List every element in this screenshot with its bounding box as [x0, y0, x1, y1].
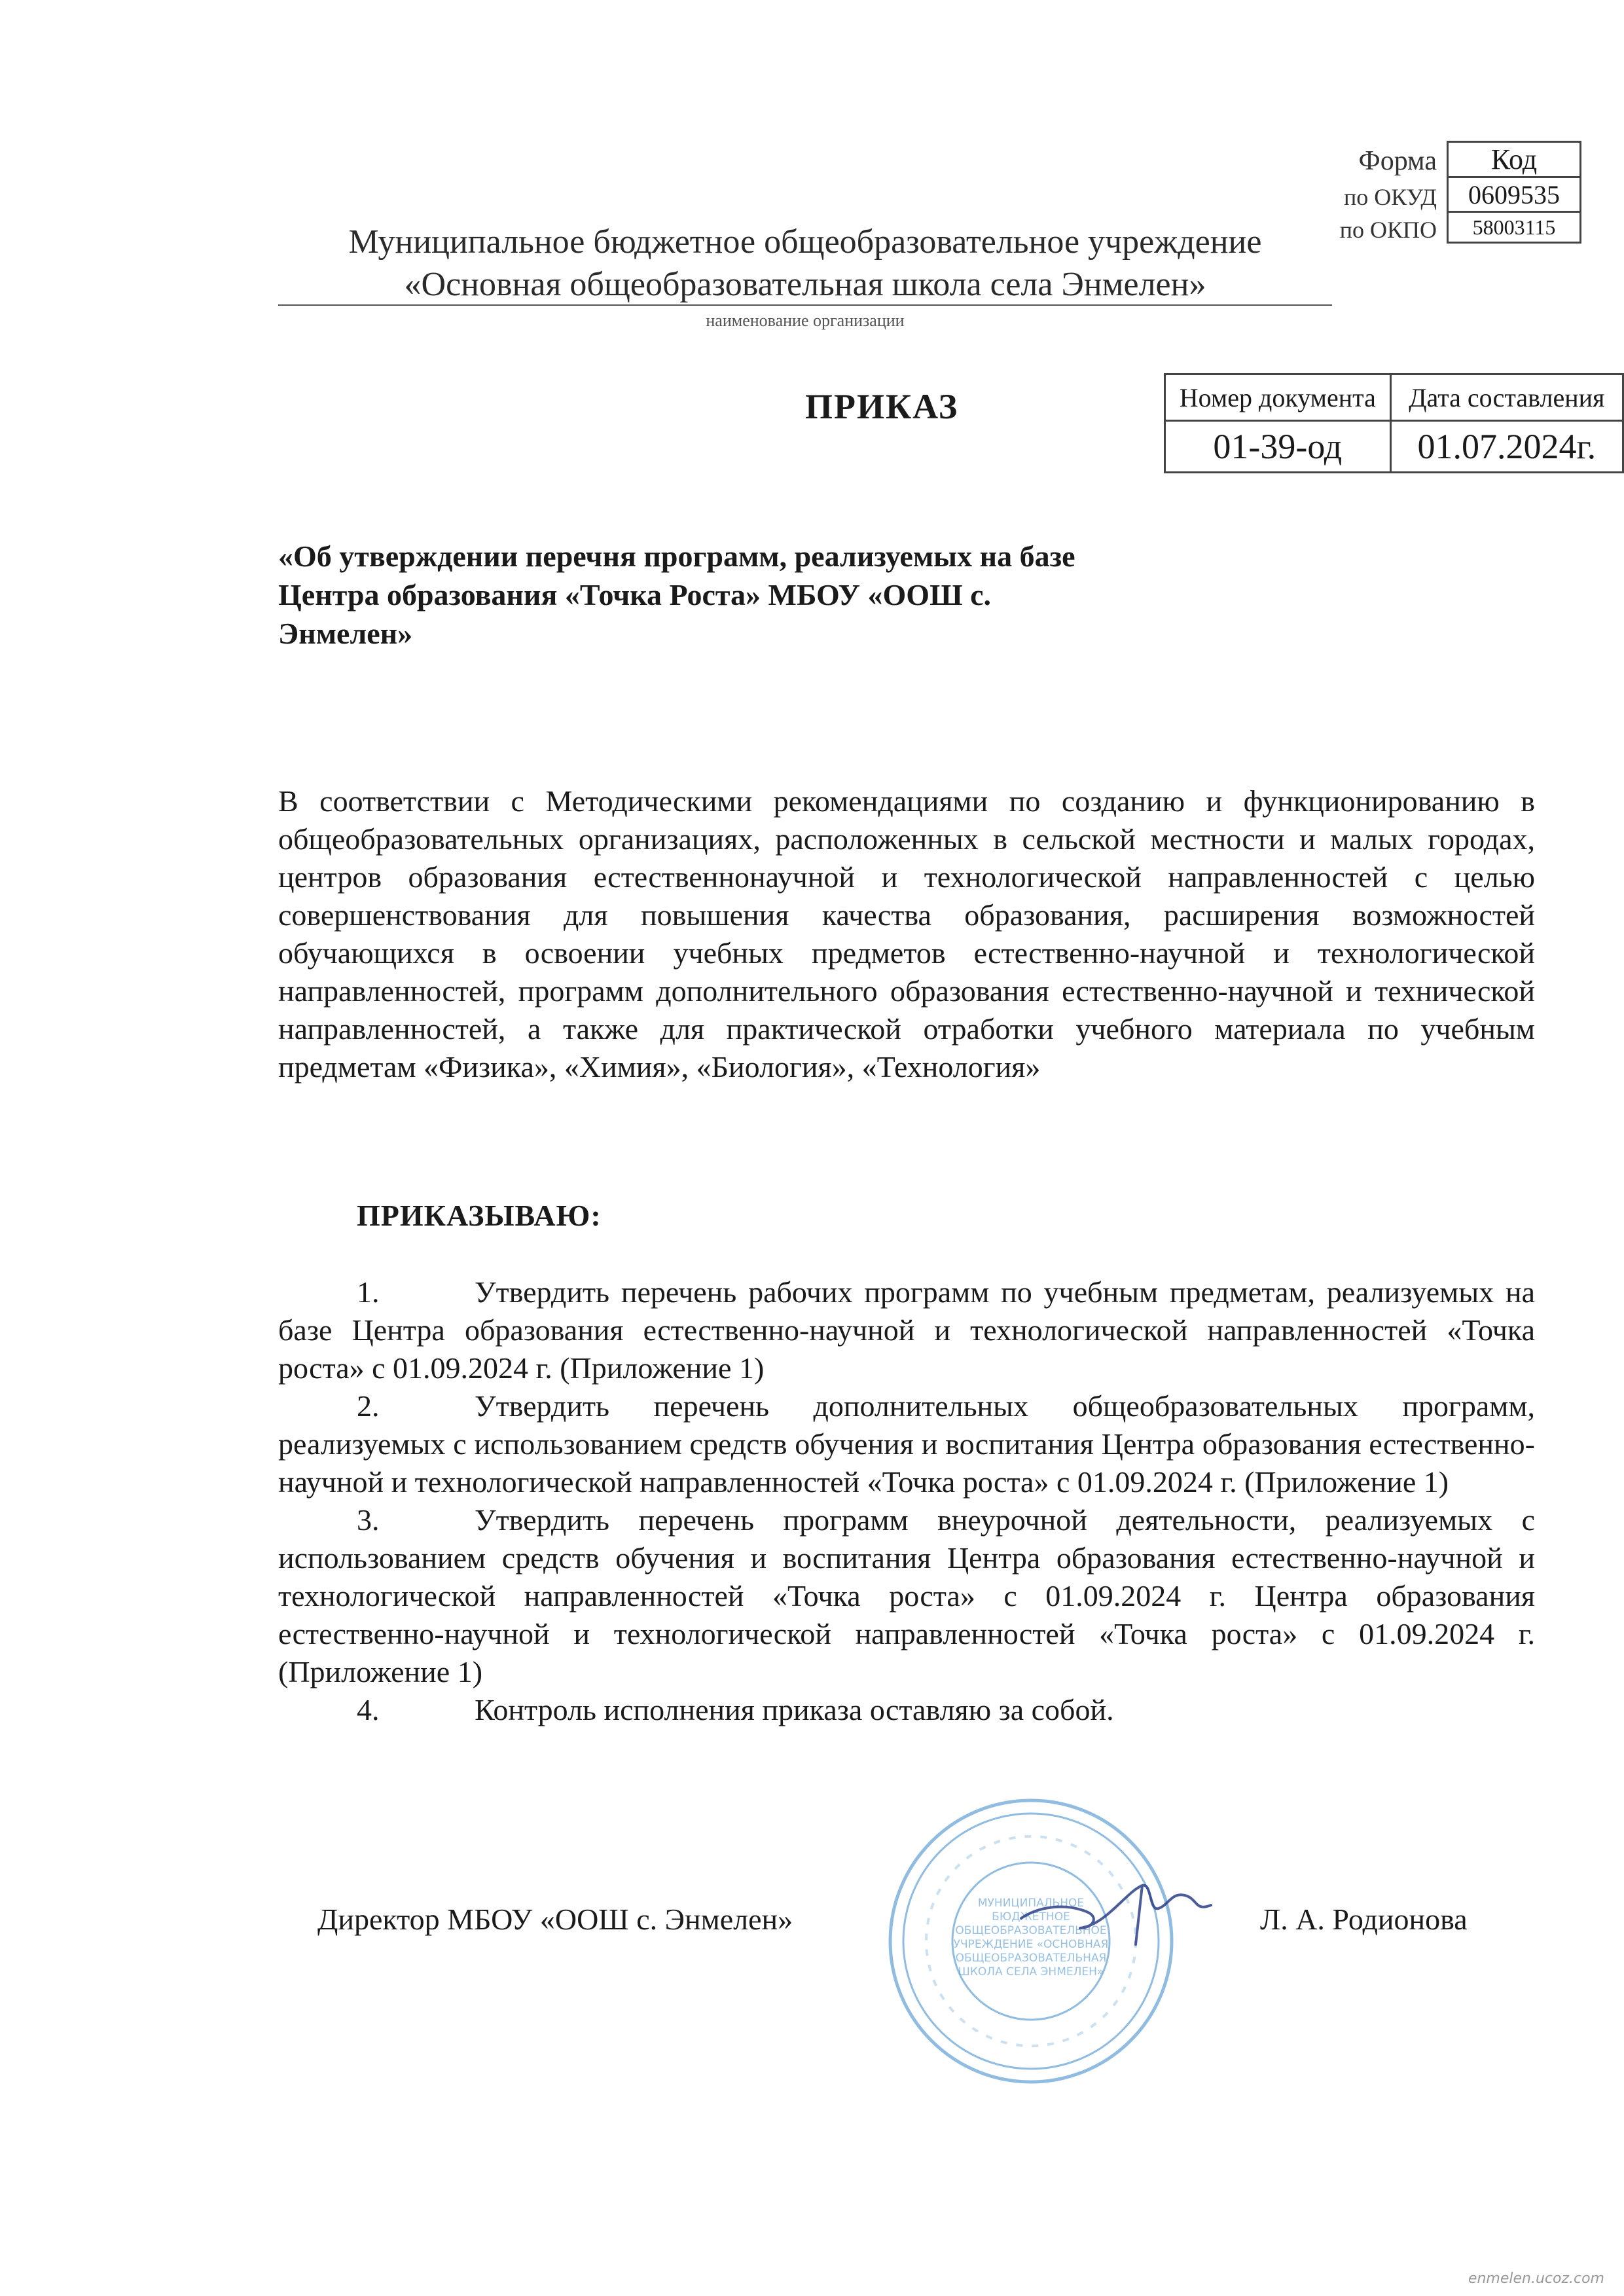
organization-line-2: «Основная общеобразовательная школа села Энмелен» [404, 266, 1206, 303]
svg-text:УЧРЕЖДЕНИЕ «ОСНОВНАЯ: УЧРЕЖДЕНИЕ «ОСНОВНАЯ [953, 1938, 1109, 1951]
okud-label: по ОКУД [1344, 184, 1437, 210]
item-number: 4. [357, 1693, 380, 1726]
organization-line-1: Муниципальное бюджетное общеобразовательное учреждение [348, 223, 1262, 261]
handwritten-signature [1001, 1866, 1237, 1958]
svg-text:БЮДЖЕТНОЕ: БЮДЖЕТНОЕ [992, 1910, 1070, 1923]
subject-line-1: «Об утверждении перечня программ, реализуемых на базе [278, 539, 1075, 573]
order-heading: ПРИКАЗЫВАЮ: [357, 1199, 602, 1232]
site-watermark: enmelen.ucoz.com [1468, 2270, 1604, 2287]
item-text: Утвердить перечень рабочих программ по учебным предметам, реализуемых на базе Центра образования естественно-научной и технологической направленностей «Точка роста» с 01.09.2024 г. (Приложение 1) [278, 1275, 1535, 1385]
order-item [278, 1691, 1535, 1729]
item-number: 2. [357, 1389, 380, 1423]
signatory-name: Л. А. Родионова [1260, 1903, 1468, 1936]
organization-underline [278, 304, 1332, 306]
subject-line-3: Энмелен» [278, 617, 413, 650]
document-number: 01-39-од [1165, 421, 1391, 473]
document-number-table [1164, 373, 1624, 473]
signatory-position: Директор МБОУ «ООШ с. Энмелен» [317, 1903, 793, 1936]
kod-header: Код [1448, 142, 1581, 177]
item-number: 1. [357, 1275, 380, 1309]
document-title: ПРИКАЗ [805, 387, 959, 426]
order-items [278, 1273, 1535, 1729]
svg-text:ШКОЛА СЕЛА ЭНМЕЛЕН»: ШКОЛА СЕЛА ЭНМЕЛЕН» [958, 1965, 1104, 1978]
item-text: Контроль исполнения приказа оставляю за собой. [475, 1693, 1114, 1726]
svg-text:ОБЩЕОБРАЗОВАТЕЛЬНАЯ: ОБЩЕОБРАЗОВАТЕЛЬНАЯ [955, 1952, 1107, 1965]
number-header: Номер документа [1165, 374, 1391, 421]
item-text: Утвердить перечень дополнительных общеобразовательных программ, реализуемых с использованием средств обучения и воспитания Центра образования естественно-научной и технологической направленностей «Точка роста» с 01.09.2024 г. (Приложение 1) [278, 1389, 1535, 1499]
okpo-label: по ОКПО [1339, 217, 1437, 243]
order-item [278, 1273, 1535, 1387]
preamble-paragraph: В соответствии с Методическими рекомендациями по созданию и функционированию в общеобразовательных организациях, расположенных в сельской местности и малых городах, центров образования естественнонаучной и технологической направленностей с целью совершенствования для повышения качества образования, расширения возможностей обучающихся в освоении учебных предметов естественно-научной и технологической направленностей, программ дополнительного образования естественно-научной и технической направленностей, а также для практической отработки учебного материала по учебным предметам «Физика», «Химия», «Биология», «Технология» [278, 784, 1535, 1084]
order-item [278, 1501, 1535, 1691]
order-subject [278, 537, 1195, 653]
okpo-value: 58003115 [1448, 212, 1581, 243]
subject-line-2: Центра образования «Точка Роста» МБОУ «ООШ с. [278, 578, 991, 611]
item-text: Утвердить перечень программ внеурочной деятельности, реализуемых с использованием средств обучения и воспитания Центра образования естественно-научной и технологической направленностей «Точка роста» с 01.09.2024 г. Центра образования естественно-научной и технологической направленностей «Точка роста» с 01.09.2024 г. (Приложение 1) [278, 1503, 1535, 1688]
svg-text:МУНИЦИПАЛЬНОЕ: МУНИЦИПАЛЬНОЕ [977, 1897, 1085, 1910]
codes-table [1447, 141, 1581, 244]
okud-value: 0609535 [1448, 177, 1581, 212]
date-header: Дата составления [1390, 374, 1623, 421]
svg-text:ОБЩЕОБРАЗОВАТЕЛЬНОЕ: ОБЩЕОБРАЗОВАТЕЛЬНОЕ [955, 1924, 1107, 1937]
item-number: 3. [357, 1503, 380, 1537]
order-item [278, 1387, 1535, 1501]
forma-label: Форма [1358, 146, 1437, 176]
document-date: 01.07.2024г. [1390, 421, 1623, 473]
organization-caption: наименование организации [706, 311, 905, 330]
